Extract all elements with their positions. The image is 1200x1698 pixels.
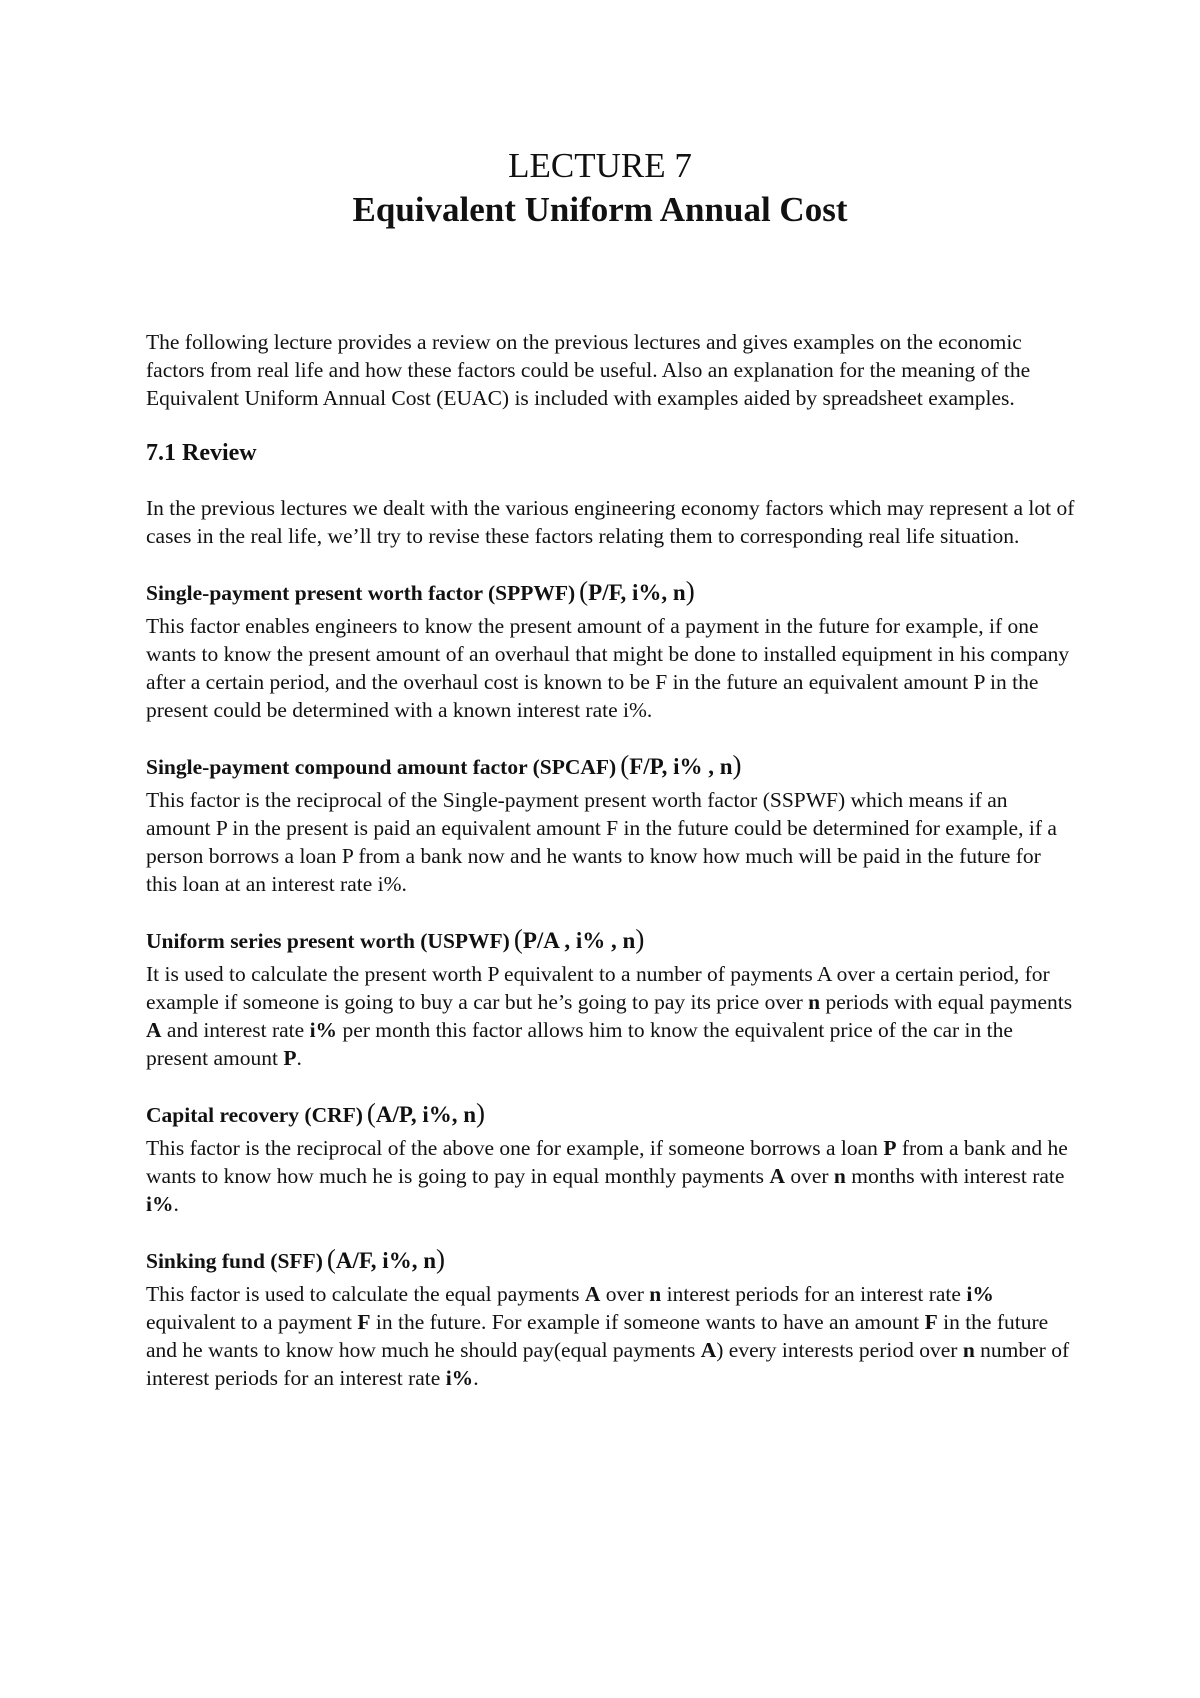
factor-notation: (P/F, i%, n)	[579, 576, 695, 606]
section-heading: 7.1 Review	[146, 440, 257, 466]
intro-paragraph: The following lecture provides a review on the previous lectures and gives examples on the economic factors from real life and how these factors could be useful. Also an explanation for the meaning of the Equivalent Uniform Annual Cost (EUAC) is included with examples aided by spreadsheet examples.	[146, 330, 1031, 410]
text-run: It is used to calculate the present worth P equivalent to a number of payments A over a certain period, for example if someone is going to buy a car but he’s going to pay its price over	[146, 962, 1050, 1014]
text-run: number of interest periods for an interest rate	[146, 1338, 1070, 1390]
factor-name: Uniform series present worth (USPWF)	[146, 929, 510, 953]
text-run: This factor is the reciprocal of the Single-payment present worth factor (SSPWF) which means if an amount P in the present is paid an equivalent amount F in the future could be determined for example, if a person borrows a loan P from a bank now and he wants to know how much will be paid in the future for this loan at an interest rate i%.	[146, 788, 1057, 896]
emphasized-term: i%	[146, 1192, 174, 1216]
text-run: over	[784, 1164, 834, 1188]
factor-section	[146, 922, 1076, 1072]
emphasized-term: A	[584, 1282, 601, 1306]
factor-heading	[146, 1242, 1076, 1278]
emphasized-term: n	[833, 1164, 846, 1188]
factor-description	[146, 1134, 1076, 1218]
factor-name: Single-payment present worth factor (SPPWF)	[146, 581, 576, 605]
text-run: This factor is used to calculate the equal payments	[146, 1282, 585, 1306]
emphasized-term: P	[283, 1046, 297, 1070]
factor-heading	[146, 922, 1076, 958]
emphasized-term: A	[769, 1164, 785, 1188]
factor-notation: (P/A , i% , n)	[513, 924, 645, 954]
emphasized-term: F	[357, 1310, 371, 1334]
factor-description	[146, 1280, 1076, 1392]
text-run: and interest rate	[161, 1018, 310, 1042]
text-run: .	[296, 1046, 302, 1070]
factor-heading	[146, 748, 1076, 784]
factor-notation: (A/P, i%, n)	[366, 1098, 486, 1128]
emphasized-term: n	[808, 990, 821, 1014]
factor-description	[146, 786, 1076, 898]
factor-section	[146, 1242, 1076, 1392]
review-paragraph: In the previous lectures we dealt with the various engineering economy factors which may represent a lot of cases in the real life, we’ll try to revise these factors relating them to corresponding real life situation.	[146, 496, 1075, 548]
emphasized-term: A	[700, 1338, 717, 1362]
emphasized-term: i%	[445, 1366, 474, 1390]
emphasized-term: F	[924, 1310, 938, 1334]
factor-name: Capital recovery (CRF)	[146, 1103, 363, 1127]
emphasized-term: P	[883, 1136, 897, 1160]
lecture-title: Equivalent Uniform Annual Cost	[352, 190, 848, 229]
factor-section	[146, 1096, 1076, 1218]
emphasized-term: i%	[966, 1282, 994, 1306]
factor-name: Single-payment compound amount factor (SPCAF)	[146, 755, 617, 779]
text-run: equivalent to a payment	[146, 1310, 358, 1334]
text-run: .	[173, 1192, 179, 1216]
emphasized-term: n	[649, 1282, 662, 1306]
text-run: ) every interests period over	[716, 1338, 963, 1362]
emphasized-term: i%	[309, 1018, 338, 1042]
emphasized-term: n	[962, 1338, 975, 1362]
text-run: in the future and he wants to know how much he should pay(equal payments	[146, 1310, 1049, 1362]
text-run: per month this factor allows him to know the equivalent price of the car in the present amount	[146, 1018, 1013, 1070]
lecture-number: LECTURE 7	[508, 146, 692, 185]
factor-section	[146, 574, 1076, 724]
factor-section	[146, 748, 1076, 898]
factor-notation: (F/P, i% , n)	[620, 750, 742, 780]
text-run: This factor is the reciprocal of the above one for example, if someone borrows a loan	[146, 1136, 884, 1160]
text-run: periods with equal payments	[820, 990, 1073, 1014]
title-block	[0, 144, 1200, 232]
text-run: .	[473, 1366, 479, 1390]
factor-heading	[146, 574, 1076, 610]
text-run: interest periods for an interest rate	[661, 1282, 967, 1306]
factor-notation: (A/F, i%, n)	[326, 1244, 445, 1274]
document-body	[146, 328, 1076, 1416]
emphasized-term: A	[146, 1018, 162, 1042]
text-run: This factor enables engineers to know the present amount of a payment in the future for example, if one wants to know the present amount of an overhaul that might be done to installed equipment in his company after a certain period, and the overhaul cost is known to be F in the future an equivalent amount P in the present could be determined with a known interest rate i%.	[146, 614, 1070, 722]
factor-list	[146, 574, 1076, 1392]
factor-description	[146, 960, 1076, 1072]
text-run: in the future. For example if someone wants to have an amount	[370, 1310, 925, 1334]
factor-name: Sinking fund (SFF)	[146, 1249, 323, 1273]
factor-description	[146, 612, 1076, 724]
text-run: over	[600, 1282, 650, 1306]
text-run: months with interest rate	[845, 1164, 1065, 1188]
factor-heading	[146, 1096, 1076, 1132]
text-run: from a bank and he wants to know how much he is going to pay in equal monthly payments	[146, 1136, 1068, 1188]
